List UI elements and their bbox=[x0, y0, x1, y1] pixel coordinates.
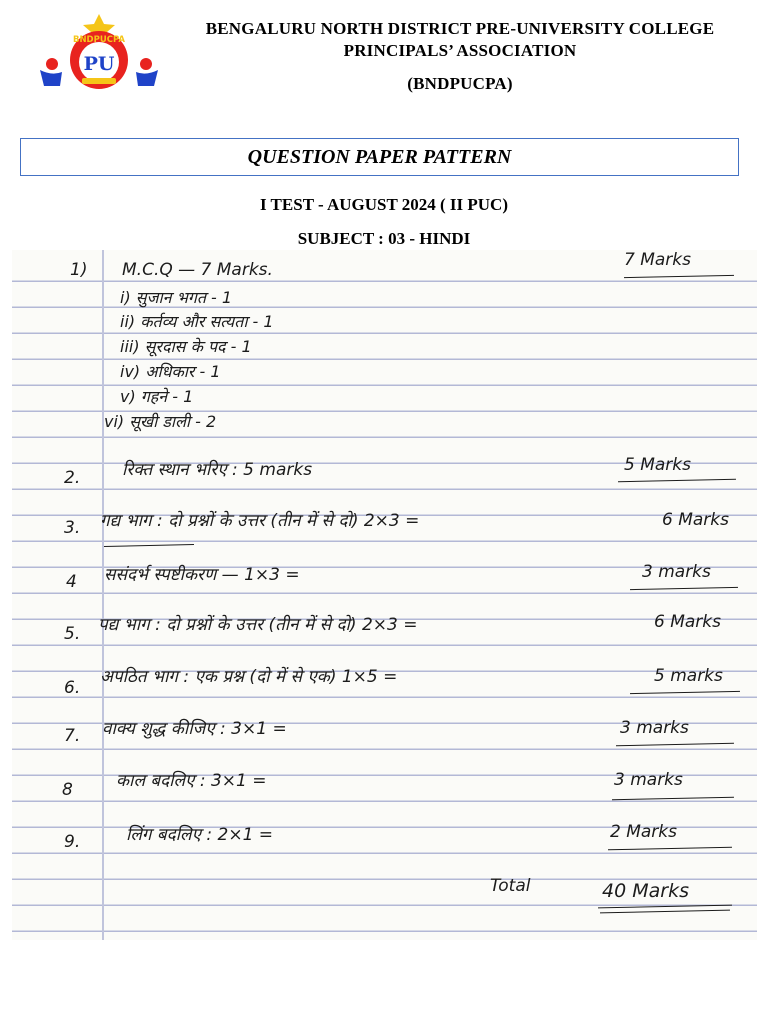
section-1-subitem-1: i) सुजान भगत - 1 bbox=[120, 288, 233, 307]
section-3-text: गद्य भाग : दो प्रश्नों के उत्तर (तीन में से दो) 2×3 = bbox=[100, 511, 420, 531]
section-4-text: ससंदर्भ स्पष्टीकरण — 1×3 = bbox=[104, 565, 300, 585]
college-name-line1: BENGALURU NORTH DISTRICT PRE-UNIVERSITY COLLEGE bbox=[205, 19, 715, 38]
section-4-number: 4 bbox=[66, 572, 77, 592]
question-paper-pattern-banner bbox=[20, 138, 739, 176]
logo-figure-left-head bbox=[46, 58, 58, 70]
section-9-marks-underline bbox=[608, 847, 732, 851]
section-6-number: 6. bbox=[64, 678, 81, 698]
section-6-marks: 5 marks bbox=[654, 666, 723, 686]
section-9-number: 9. bbox=[64, 832, 81, 852]
section-1-marks: 7 Marks bbox=[624, 250, 691, 270]
handwritten-sheet bbox=[12, 250, 757, 940]
test-line: I TEST - AUGUST 2024 ( II PUC) bbox=[260, 195, 508, 214]
section-2-text: रिक्त स्थान भरिए : 5 marks bbox=[122, 460, 313, 480]
total-underline-2 bbox=[600, 910, 730, 914]
section-2-marks-underline bbox=[618, 479, 736, 483]
section-7-number: 7. bbox=[64, 726, 81, 746]
logo-arc-text: BNDPUCPA bbox=[72, 35, 126, 45]
section-2-marks: 5 Marks bbox=[624, 455, 691, 475]
section-1-subitem-6: vi) सूखी डाली - 2 bbox=[104, 412, 217, 431]
subject-line: SUBJECT : 03 - HINDI bbox=[297, 229, 471, 248]
logo-ribbon bbox=[82, 78, 116, 84]
section-1-subitem-3: iii) सूरदास के पद - 1 bbox=[120, 337, 252, 356]
college-name-line2: PRINCIPALS’ ASSOCIATION bbox=[343, 41, 577, 60]
section-1-number: 1) bbox=[70, 260, 88, 280]
section-9-text: लिंग बदलिए : 2×1 = bbox=[126, 825, 274, 845]
section-5-text: पद्य भाग : दो प्रश्नों के उत्तर (तीन में से दो) 2×3 = bbox=[98, 615, 418, 635]
section-7-marks-underline bbox=[616, 743, 734, 747]
section-3-number: 3. bbox=[64, 518, 81, 538]
section-1-subitem-4: iv) अधिकार - 1 bbox=[120, 362, 221, 381]
section-8-number: 8 bbox=[62, 780, 73, 800]
total-label: Total bbox=[490, 876, 531, 896]
logo-figure-right-arms bbox=[136, 70, 158, 86]
section-9-marks: 2 Marks bbox=[610, 822, 677, 842]
section-1-subitem-5: v) गहने - 1 bbox=[120, 387, 194, 406]
section-3-underline bbox=[104, 544, 194, 547]
section-6-marks-underline bbox=[630, 691, 740, 695]
association-acronym: (BNDPUCPA) bbox=[407, 74, 513, 93]
total-marks: 40 Marks bbox=[602, 880, 689, 902]
section-7-marks: 3 marks bbox=[620, 718, 689, 738]
section-4-marks: 3 marks bbox=[642, 562, 711, 582]
bndpucpa-logo bbox=[38, 12, 160, 92]
section-1-subitem-2: ii) कर्तव्य और सत्यता - 1 bbox=[120, 312, 274, 331]
section-8-marks-underline bbox=[612, 797, 734, 801]
banner-title: QUESTION PAPER PATTERN bbox=[247, 145, 512, 168]
section-2-number: 2. bbox=[64, 468, 81, 488]
section-5-marks: 6 Marks bbox=[654, 612, 721, 632]
section-3-marks: 6 Marks bbox=[662, 510, 729, 530]
section-7-text: वाक्य शुद्ध कीजिए : 3×1 = bbox=[102, 719, 287, 739]
section-4-marks-underline bbox=[630, 587, 738, 591]
logo-monogram: PU bbox=[83, 53, 115, 75]
total-underline-1 bbox=[598, 905, 732, 909]
section-8-marks: 3 marks bbox=[614, 770, 683, 790]
margin-line bbox=[102, 250, 104, 940]
logo-figure-right-head bbox=[140, 58, 152, 70]
logo-figure-left-arms bbox=[40, 70, 62, 86]
section-5-number: 5. bbox=[64, 624, 81, 644]
section-1-marks-underline bbox=[624, 275, 734, 279]
section-6-text: अपठित भाग : एक प्रश्न (दो में से एक) 1×5 = bbox=[100, 667, 398, 687]
section-1-text: M.C.Q — 7 Marks. bbox=[122, 260, 273, 280]
section-8-text: काल बदलिए : 3×1 = bbox=[116, 771, 267, 791]
